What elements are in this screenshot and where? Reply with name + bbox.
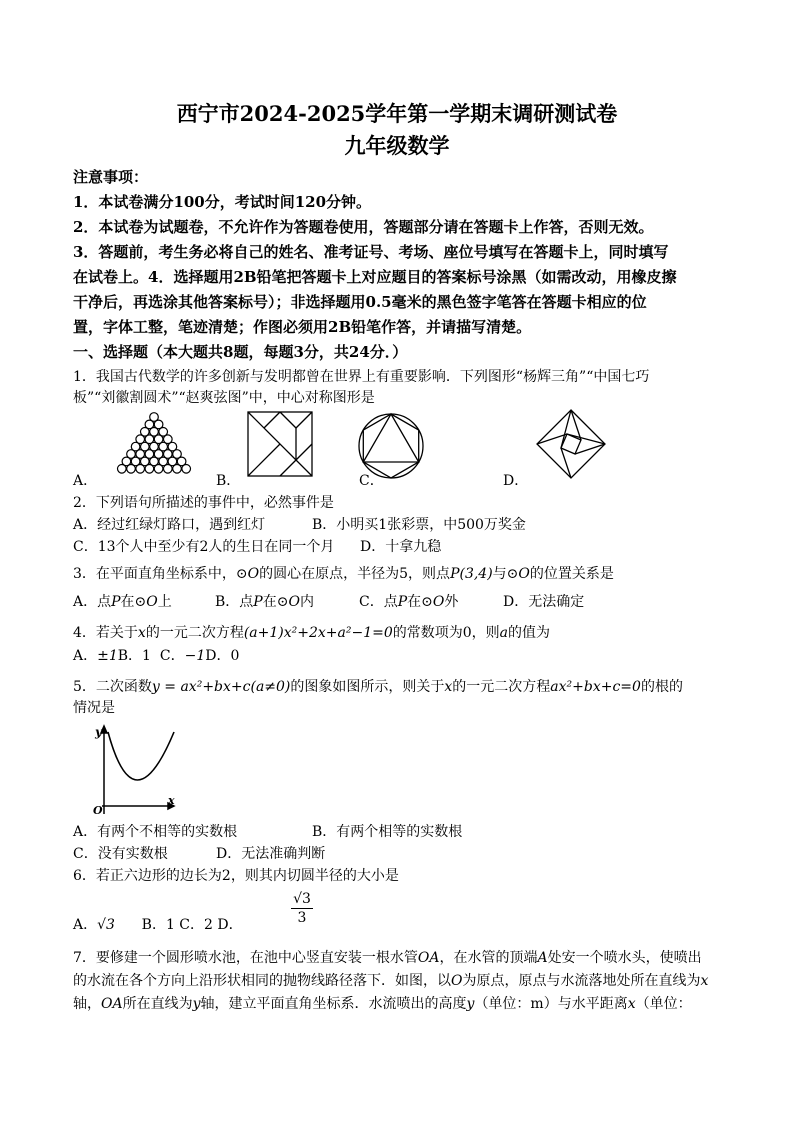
note-line-1: 1．本试卷满分100分，考试时间120分钟。 [73,193,372,211]
q4-stem [73,622,550,642]
q4-a: a [499,625,509,641]
q7-line3 [73,993,692,1013]
q4-pm1: ±1 [97,648,118,664]
triangle-cell [173,465,182,474]
q7-l3-b: 所在直线为 [122,996,193,1012]
triangle-cell [145,465,154,474]
q3-option-a[interactable] [73,591,172,611]
q7-line1 [73,947,702,967]
q3-stem [73,563,614,583]
tangram-figure [247,411,313,477]
triangle-cell [127,465,136,474]
q3-c-post: 外 [444,594,459,610]
q7-l3-a: 轴， [73,996,101,1012]
q6-stem: 6．若正六边形的边长为2，则其内切圆半径的大小是 [73,868,399,884]
zhaoshuang-figure [535,408,607,480]
q7-l1-b: ，在水管的顶端 [439,950,538,966]
q3-c-mid: 在 [407,594,422,610]
q7-l3-c: 轴，建立平面直角坐标系．水流喷出的高度 [200,996,467,1012]
q7-oa: OA [417,950,440,966]
graph-origin-label: O [93,804,103,817]
q5-option-b[interactable]: B．有两个相等的实数根 [312,824,463,840]
q4-option-a[interactable]: A． [73,648,98,664]
triangle-cell [136,465,145,474]
q4-stem-b: 的一元二次方程 [145,625,244,641]
q1-option-a[interactable]: A． [73,473,98,489]
triangle-cell [164,465,173,474]
q5-func: y = ax²+bx+c(a≠0) [151,679,291,695]
note-line-4: 在试卷上。4．选择题用2B铅笔把答题卡上对应题目的答案标号涂黑（如需改动，用橡皮擦 [73,268,677,286]
q3-a-pre: A．点 [73,594,112,610]
note-line-2: 2．本试卷为试题卷，不允许作为答题卷使用，答题部分请在答题卡上作答，否则无效。 [73,218,654,236]
q7-y: y [192,996,201,1012]
q2-option-d[interactable]: D．十拿九稳 [360,539,442,555]
note-line-3: 3．答题前，考生务必将自己的姓名、准考证号、考场、座位号填写在答题卡上，同时填写 [73,243,669,261]
q6-fraction [291,890,313,927]
q6-sqrt3: √3 [97,917,115,933]
q7-a: A [537,950,548,966]
q6-options [73,914,243,934]
q5-option-d[interactable]: D．无法准确判断 [216,846,326,862]
q7-l1-c: 处安一个喷水头，使喷出 [547,950,702,966]
q3-stem-b: 的圆心在原点，半径为5，则点 [259,566,451,582]
q7-l3-e: （单位： [635,996,692,1012]
q4-stem-d: 的值为 [508,625,551,641]
q7-x-2: x [627,996,636,1012]
q6-options-bcd[interactable]: B．1 C．2 D． [141,917,243,933]
q3-stem-d: 的位置关系是 [529,566,614,582]
q5-stem-c: 的一元二次方程 [452,679,551,695]
q3-option-b[interactable] [215,591,314,611]
q4-stem-c: 的常数项为0，则 [392,625,500,641]
q5-stem-a: 5．二次函数 [73,679,152,695]
triangle-cell [118,465,127,474]
q1-option-d[interactable]: D． [503,473,529,489]
q2-option-a[interactable]: A．经过红绿灯路口，遇到红灯 [73,517,266,533]
q3-stem-a: 3．在平面直角坐标系中， [73,566,236,582]
q3-b-p: P [253,594,263,610]
q6-frac-num: √3 [291,890,313,909]
circle-o: ⊙O [235,566,260,582]
q5-stem [73,676,683,696]
q2-option-b[interactable]: B．小明买1张彩票，中500万奖金 [312,517,526,533]
triangle-cell [182,465,191,474]
point-p: P(3,4) [450,566,493,582]
q1-option-c[interactable]: C． [359,473,384,489]
q2-stem: 2．下列语句所描述的事件中，必然事件是 [73,495,334,511]
q3-a-mid: 在 [120,594,135,610]
q4-option-c[interactable]: C． [159,648,185,664]
q1-stem-line2: 板”“刘徽割圆术”“赵爽弦图”中，中心对称图形是 [73,390,375,406]
q2-option-c[interactable]: C．13个人中至少有2人的生日在同一个月 [73,539,335,555]
q4-options [73,645,239,665]
q3-c-circle: ⊙O [421,594,445,610]
q5-stem-line2: 情况是 [73,700,115,716]
q5-stem-b: 的图象如图所示，则关于 [290,679,445,695]
exam-subtitle: 九年级数学 [344,133,450,158]
q4-x: x [137,625,146,641]
section-heading: 一、选择题（本大题共8题，每题3分，共24分．） [73,343,408,361]
q7-l2-b: 为原点，原点与水流落地处所在直线为 [462,973,701,989]
q4-equation: (a+1)x²+2x+a²−1=0 [243,625,393,641]
q3-b-pre: B．点 [215,594,254,610]
q5-option-a[interactable]: A．有两个不相等的实数根 [73,824,238,840]
q4-stem-a: 4．若关于 [73,625,138,641]
graph-x-label: x [168,794,175,807]
triangle-cell [154,465,163,474]
note-line-5: 干净后，再选涂其他答案标号）；非选择题用0.5毫米的黑色签字笔答在答题卡相应的位 [73,293,647,311]
q3-a-circle: ⊙O [134,594,158,610]
exam-title: 西宁市2024-2025学年第一学期末调研测试卷 [176,101,618,126]
q6-option-a[interactable]: A． [73,917,98,933]
q4-option-b[interactable]: B．1 [117,648,151,664]
q7-l3-d: （单位：m）与水平距离 [474,996,628,1012]
q1-option-b[interactable]: B． [216,473,241,489]
q3-c-p: P [397,594,408,610]
q3-c-pre: C．点 [359,594,398,610]
q6-frac-den: 3 [297,910,307,926]
note-line-6: 置，字体工整，笔迹清楚；作图必须用2B铅笔作答，并请描写清楚。 [73,318,532,336]
q3-b-circle: ⊙O [276,594,300,610]
q7-x: x [700,973,709,989]
q3-option-d[interactable]: D．无法确定 [503,594,585,610]
q7-l2-a: 的水流在各个方向上沿形状相同的抛物线路径落下．如图，以 [73,973,451,989]
graph-y-label: y [95,725,102,739]
q7-l1-a: 7．要修建一个圆形喷水池，在池中心竖直安装一根水管 [73,950,418,966]
parabola-graph [88,724,178,816]
yanghui-triangle-figure [98,412,210,476]
q5-option-c[interactable]: C．没有实数根 [73,846,168,862]
q7-oa-2: OA [101,996,123,1012]
q5-stem-d: 的根的 [640,679,683,695]
q1-stem-line1: 1．我国古代数学的许多创新与发明都曾在世界上有重要影响．下列图形“杨辉三角”“中国七巧 [73,369,650,385]
q4-option-d[interactable]: D．0 [205,648,240,664]
q4-neg1: −1 [184,648,206,664]
q5-eq: ax²+bx+c=0 [550,679,641,695]
q3-option-c[interactable] [359,591,458,611]
q3-a-p: P [111,594,121,610]
q7-y-2: y [466,996,475,1012]
q5-x: x [444,679,453,695]
q3-b-post: 内 [299,594,314,610]
q7-line2 [73,970,708,990]
q3-stem-c: 与 [492,566,507,582]
q3-a-post: 上 [157,594,172,610]
q3-b-mid: 在 [262,594,277,610]
notes-heading: 注意事项： [73,168,149,186]
q7-o: O [451,973,463,989]
circle-o-2: ⊙O [506,566,530,582]
